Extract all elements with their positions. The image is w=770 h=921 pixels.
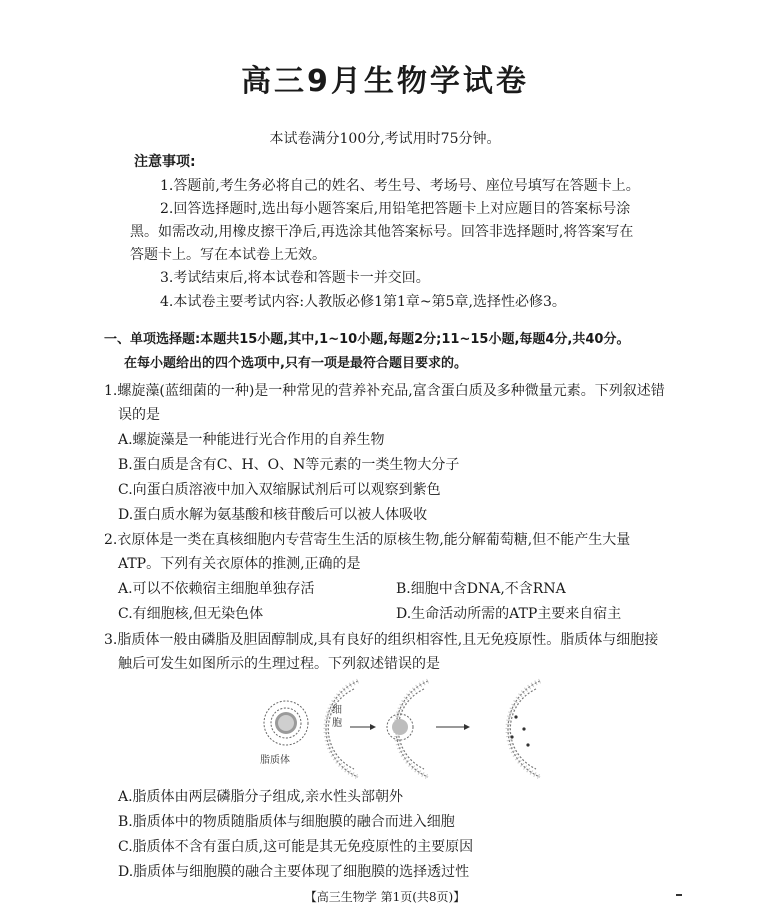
q1-stem-line-1: 1.螺旋藻(蓝细菌的一种)是一种常见的营养补充品,富含蛋白质及多种微量元素。下列叙述错	[104, 383, 665, 399]
cell-membrane-arc-3	[508, 681, 540, 777]
q3-option-a: A.脂质体由两层磷脂分子组成,亲水性头部朝外	[118, 789, 404, 805]
q1-option-d: D.蛋白质水解为氨基酸和核苷酸后可以被人体吸收	[118, 507, 428, 523]
q1-option-c: C.向蛋白质溶液中加入双缩脲试剂后可以观察到紫色	[118, 482, 441, 498]
q3-stem-line-1: 3.脂质体一般由磷脂及胆固醇制成,具有良好的组织相容性,且无免疫原性。脂质体与细胞接	[104, 632, 659, 648]
notice-item-2-line-3: 答题卡上。写在本试卷上无效。	[130, 247, 326, 263]
notice-item-2-line-2: 黑。如需改动,用橡皮擦干净后,再选涂其他答案标号。回答非选择题时,将答案写在	[130, 224, 634, 240]
liposome-drawing	[264, 701, 308, 745]
section-subheading: 在每小题给出的四个选项中,只有一项是最符合题目要求的。	[124, 356, 467, 371]
exam-title: 高三9月生物学试卷	[241, 64, 529, 99]
cell-membrane-arc-2	[387, 681, 428, 777]
q2-option-a: A.可以不依赖宿主细胞单独存活	[118, 581, 315, 597]
q2-option-c: C.有细胞核,但无染色体	[118, 606, 264, 622]
corner-mark	[676, 894, 682, 896]
cell-membrane-arc-1	[326, 681, 358, 777]
q2-option-d: D.生命活动所需的ATP主要来自宿主	[396, 606, 622, 622]
q2-stem-line-1: 2.衣原体是一类在真核细胞内专营寄生生活的原核生物,能分解葡萄糖,但不能产生大量	[104, 532, 631, 548]
q3-option-b: B.脂质体中的物质随脂质体与细胞膜的融合而进入细胞	[118, 814, 455, 830]
q3-option-c: C.脂质体不含有蛋白质,这可能是其无免疫原性的主要原因	[118, 839, 474, 855]
arrow-1	[350, 724, 376, 730]
cell-label: 细胞	[332, 705, 342, 729]
notice-item-1: 1.答题前,考生务必将自己的姓名、考生号、考场号、座位号填写在答题卡上。	[160, 178, 640, 194]
q1-stem-line-2: 误的是	[118, 407, 160, 423]
liposome-fusion-figure	[258, 677, 548, 781]
fusion-diagram	[258, 677, 548, 781]
q1-option-b: B.蛋白质是含有C、H、O、N等元素的一类生物大分子	[118, 457, 460, 473]
notice-item-2-line-1: 2.回答选择题时,选出每小题答案后,用铅笔把答题卡上对应题目的答案标号涂	[160, 201, 631, 217]
q2-stem-line-2: ATP。下列有关衣原体的推测,正确的是	[118, 556, 361, 572]
page-footer: 【高三生物学 第1页(共8页)】	[304, 890, 466, 904]
section-heading: 一、单项选择题:本题共15小题,其中,1~10小题,每题2分;11~15小题,每题4分,共40分。	[104, 332, 630, 347]
liposome-label: 脂质体	[260, 755, 290, 766]
notice-item-4: 4.本试卷主要考试内容:人教版必修1第1章~第5章,选择性必修3。	[160, 294, 566, 310]
q2-option-b: B.细胞中含DNA,不含RNA	[396, 581, 566, 597]
score-time-line: 本试卷满分100分,考试用时75分钟。	[269, 131, 501, 147]
notice-item-3: 3.考试结束后,将本试卷和答题卡一并交回。	[160, 270, 430, 286]
arrow-2	[436, 724, 470, 730]
notice-heading: 注意事项:	[134, 154, 196, 170]
q1-option-a: A.螺旋藻是一种能进行光合作用的自养生物	[118, 432, 385, 448]
q3-stem-line-2: 触后可发生如图所示的生理过程。下列叙述错误的是	[118, 656, 440, 672]
q3-option-d: D.脂质体与细胞膜的融合主要体现了细胞膜的选择透过性	[118, 864, 470, 880]
